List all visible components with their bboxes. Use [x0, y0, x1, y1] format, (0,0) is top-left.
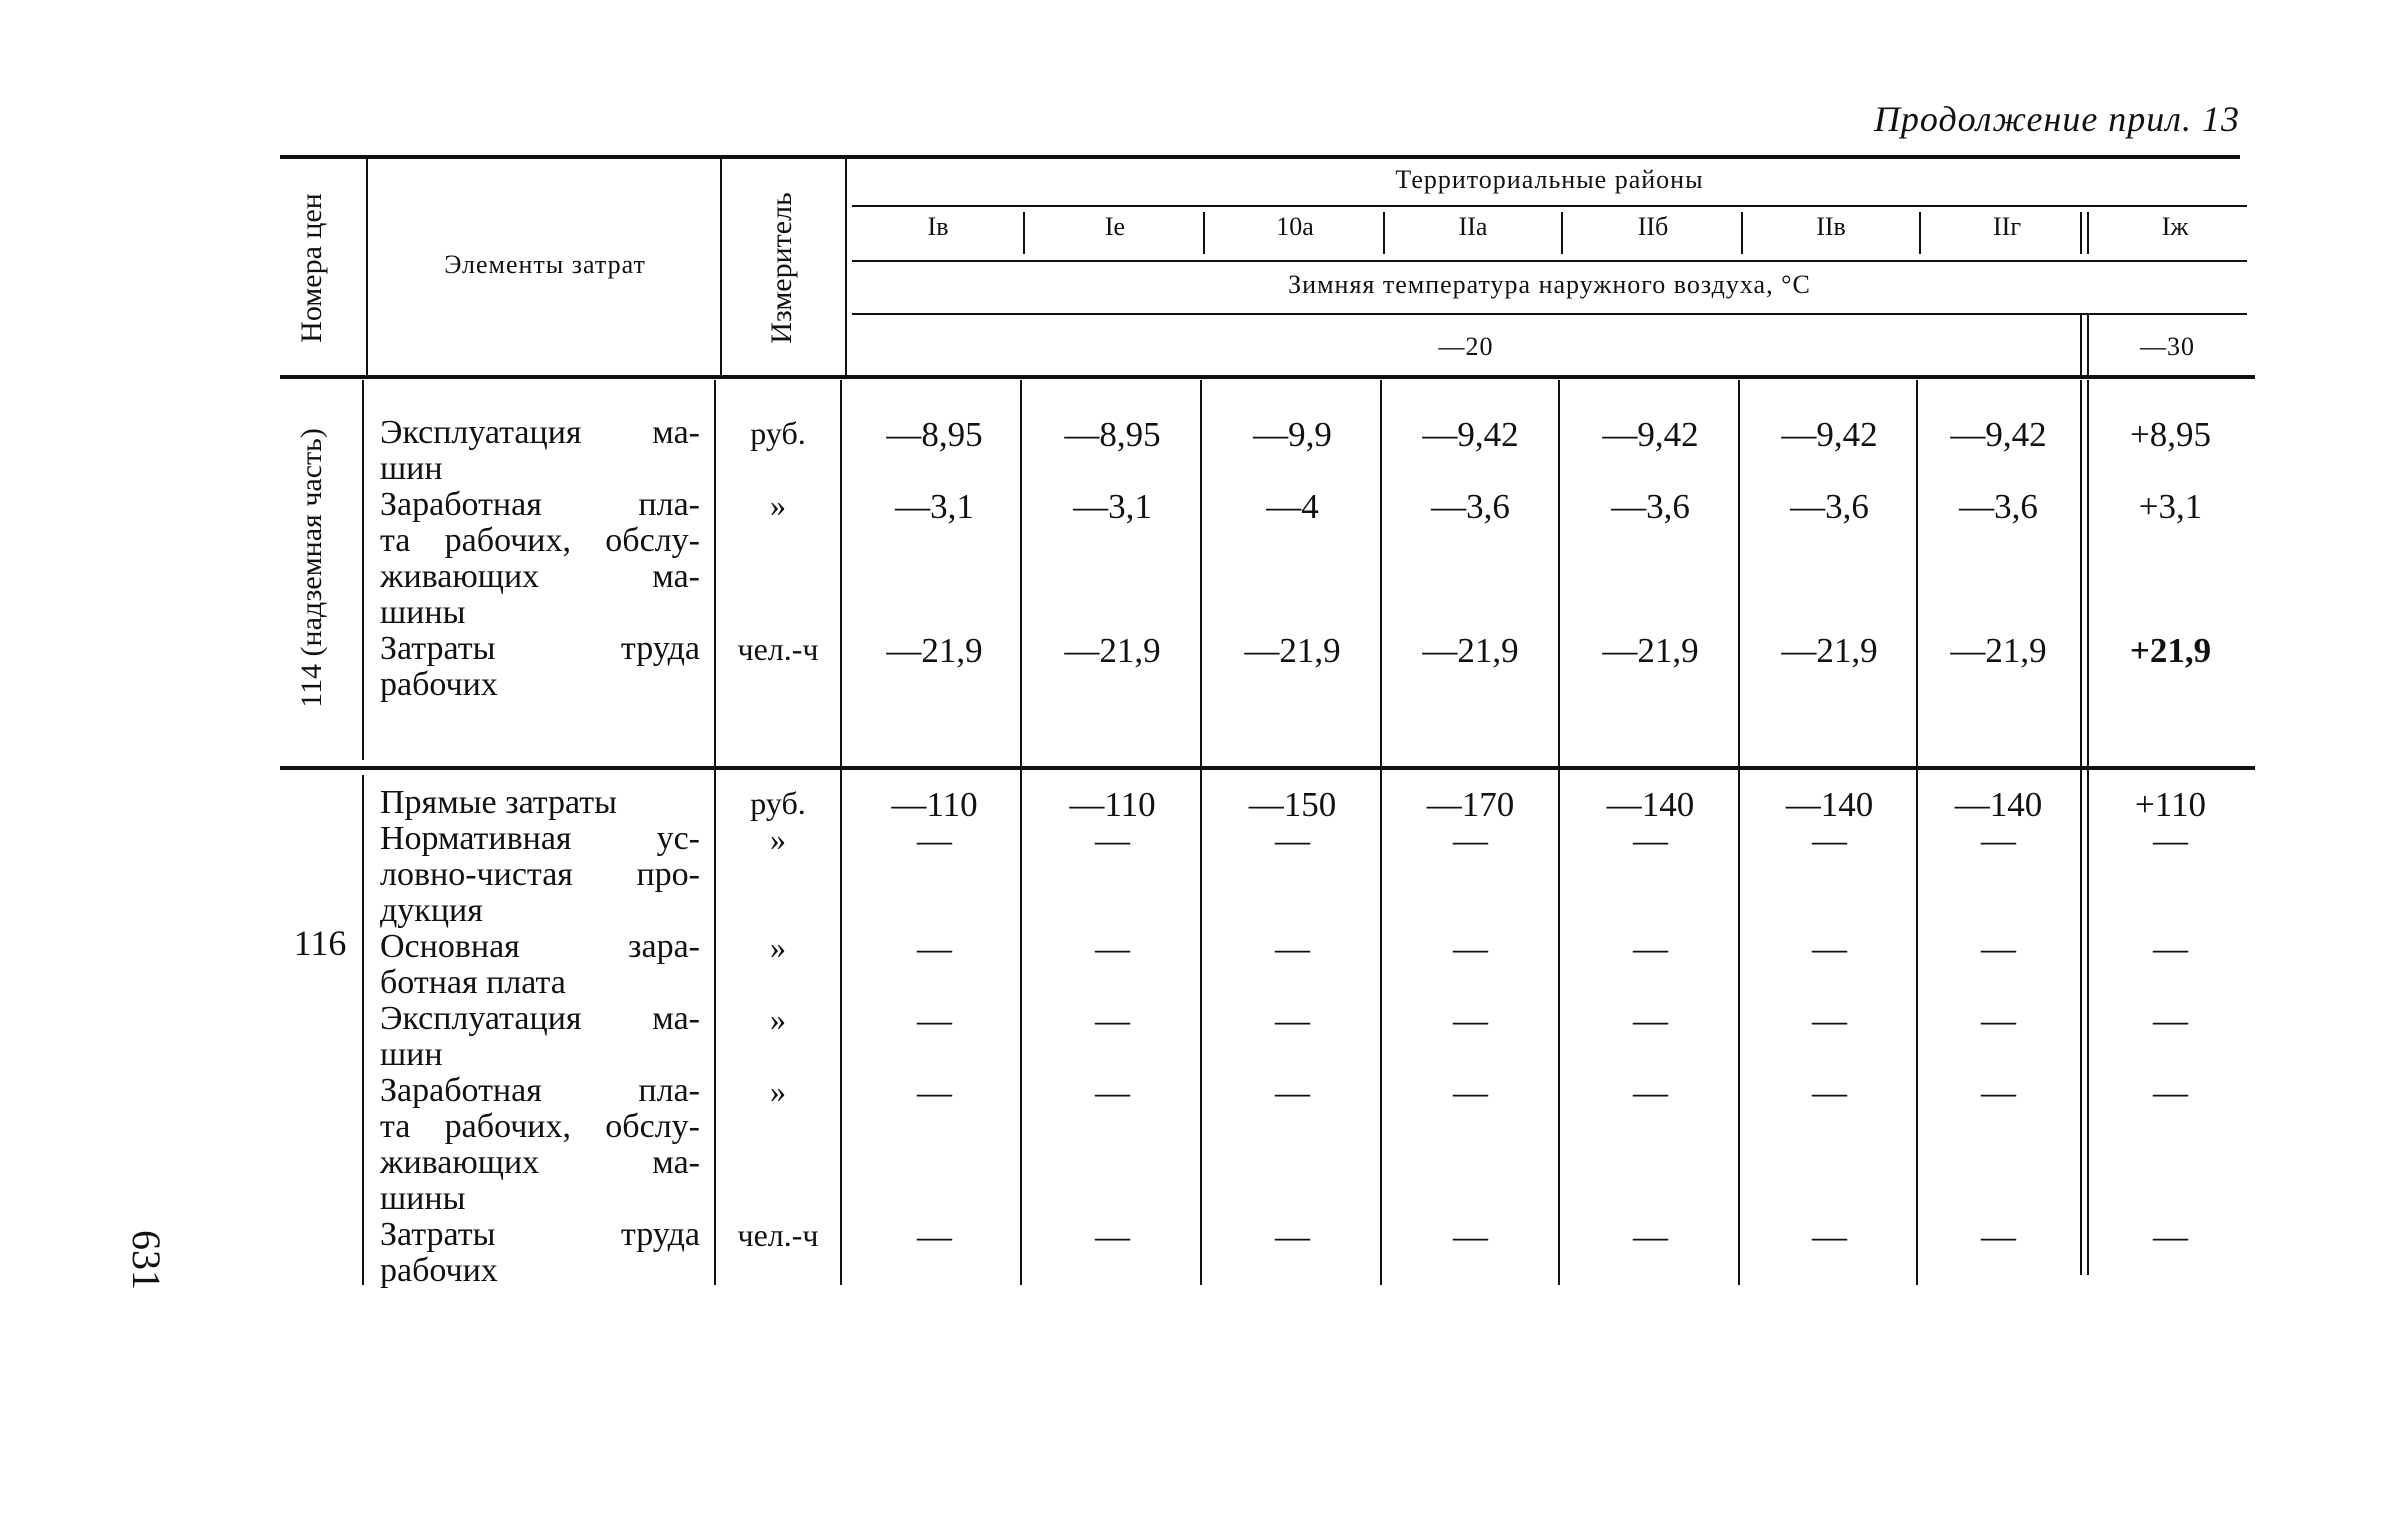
- section-number: 114 (надземная часть): [295, 428, 328, 708]
- region-divider: [1023, 212, 1025, 254]
- cost-element-line: та рабочих, обслу-: [380, 522, 700, 559]
- unit-cell: »: [770, 821, 786, 857]
- value-cell: —: [1812, 929, 1847, 968]
- value-cell: —: [1453, 821, 1488, 860]
- header-rule-1: [852, 205, 2247, 207]
- value-cell: —: [1812, 821, 1847, 860]
- region-header: Iж: [2161, 212, 2189, 241]
- cost-element-line: Заработная пла-: [380, 1072, 700, 1109]
- cost-element: [380, 631, 700, 703]
- region-header: IIв: [1816, 212, 1846, 241]
- unit-cell: »: [770, 487, 786, 523]
- region-divider: [1741, 212, 1743, 254]
- cost-element-line: рабочих: [380, 666, 498, 703]
- cost-element-line: живающих ма-: [380, 558, 700, 595]
- region-header: IIа: [1458, 212, 1488, 241]
- value-cell: +21,9: [2129, 631, 2212, 670]
- cost-element: [380, 785, 700, 821]
- cost-element: [380, 487, 700, 631]
- value-cell: —3,6: [1611, 487, 1690, 526]
- value-cell: —: [1812, 1217, 1847, 1256]
- cost-element-line: Нормативная ус-: [380, 820, 700, 857]
- value-cell: —: [1981, 821, 2016, 860]
- value-cell: —21,9: [1422, 631, 1519, 670]
- value-cell: —: [1453, 929, 1488, 968]
- value-cell: —: [1275, 929, 1310, 968]
- value-cell: —3,6: [1790, 487, 1869, 526]
- value-cell: —: [1095, 1073, 1130, 1112]
- value-cell: —140: [1954, 785, 2043, 824]
- value-cell: +8,95: [2130, 415, 2211, 454]
- value-cell: —: [1633, 1073, 1668, 1112]
- value-cell: +110: [2135, 785, 2206, 824]
- region-header: Iв: [927, 212, 949, 241]
- cost-element-line: шин: [380, 450, 443, 487]
- cost-element-line: та рабочих, обслу-: [380, 1108, 700, 1145]
- value-cell: —9,42: [1602, 415, 1699, 454]
- value-cell: —21,9: [1244, 631, 1341, 670]
- header-vrule-num: [366, 159, 368, 375]
- value-cell: —110: [1069, 785, 1156, 824]
- body-vrule-region: [1558, 380, 1560, 1285]
- region-divider: [1383, 212, 1385, 254]
- value-cell: —: [917, 929, 952, 968]
- body-vrule-num-2: [362, 775, 364, 1285]
- region-divider: [1561, 212, 1563, 254]
- value-cell: —: [1633, 929, 1668, 968]
- value-cell: —: [1981, 1073, 2016, 1112]
- value-cell: —3,1: [895, 487, 974, 526]
- header-vrule-measure: [845, 159, 847, 375]
- value-cell: —21,9: [1781, 631, 1878, 670]
- region-header: IIг: [1993, 212, 2021, 241]
- value-cell: —21,9: [886, 631, 983, 670]
- body-vrule-region: [1380, 380, 1382, 1285]
- value-cell: —21,9: [1602, 631, 1699, 670]
- cost-element-line: живающих ма-: [380, 1144, 700, 1181]
- body-vrule-num-1: [362, 380, 364, 760]
- value-cell: —: [1453, 1217, 1488, 1256]
- value-cell: —3,6: [1431, 487, 1510, 526]
- value-cell: —: [917, 1073, 952, 1112]
- cost-element: [380, 821, 700, 929]
- body-vrule-region: [1200, 380, 1202, 1285]
- value-cell: —: [1095, 929, 1130, 968]
- value-cell: —9,9: [1253, 415, 1332, 454]
- cost-element: [380, 1073, 700, 1217]
- value-cell: —9,42: [1422, 415, 1519, 454]
- header-vrule-elements: [720, 159, 722, 375]
- cost-element-line: Затраты труда: [380, 1216, 700, 1253]
- value-cell: —: [917, 821, 952, 860]
- value-cell: —140: [1785, 785, 1874, 824]
- header-measure: Измеритель: [765, 192, 798, 344]
- temperature-minus-20: —20: [1438, 332, 1494, 361]
- value-cell: —: [2153, 1073, 2188, 1112]
- table-top-rule: [280, 155, 2240, 159]
- value-cell: —: [1453, 1073, 1488, 1112]
- cost-element-line: Основная зара-: [380, 928, 700, 965]
- unit-cell: чел.-ч: [737, 631, 819, 667]
- cost-element: [380, 1001, 700, 1073]
- continuation-caption: Продолжение прил. 13: [1873, 99, 2240, 139]
- value-cell: —8,95: [1064, 415, 1161, 454]
- value-cell: —: [1812, 1073, 1847, 1112]
- cost-element-line: Эксплуатация ма-: [380, 1000, 700, 1037]
- header-winter-temperature: Зимняя температура наружного воздуха, °С: [1288, 270, 1811, 299]
- cost-element-line: Заработная пла-: [380, 486, 700, 523]
- region-header: Iе: [1104, 212, 1126, 241]
- value-cell: —8,95: [886, 415, 983, 454]
- temperature-minus-30: —30: [2140, 332, 2195, 361]
- region-header: 10а: [1276, 212, 1314, 241]
- header-price-number: Номера цен: [295, 193, 328, 343]
- value-cell: —: [917, 1217, 952, 1256]
- body-vrule-elements: [714, 380, 716, 1285]
- cost-element-line: шины: [380, 594, 466, 631]
- value-cell: —: [2153, 1217, 2188, 1256]
- value-cell: —: [1633, 1001, 1668, 1040]
- value-cell: —140: [1606, 785, 1695, 824]
- value-cell: —: [1633, 821, 1668, 860]
- value-cell: —21,9: [1064, 631, 1161, 670]
- header-territorial-regions: Территориальные районы: [1395, 165, 1704, 194]
- value-cell: —3,1: [1073, 487, 1152, 526]
- header-cost-elements: Элементы затрат: [444, 250, 646, 279]
- unit-cell: »: [770, 1073, 786, 1109]
- unit-cell: руб.: [750, 415, 806, 451]
- region-divider: [1919, 212, 1921, 254]
- value-cell: —21,9: [1950, 631, 2047, 670]
- region-divider: [1203, 212, 1205, 254]
- cost-element-line: рабочих: [380, 1252, 498, 1289]
- unit-cell: руб.: [750, 785, 806, 821]
- cost-element-line: шин: [380, 1036, 443, 1073]
- value-cell: —: [2153, 1001, 2188, 1040]
- value-cell: —: [1275, 1217, 1310, 1256]
- unit-cell: чел.-ч: [737, 1217, 819, 1253]
- header-bottom-rule: [280, 375, 2255, 379]
- cost-element-line: ловно-чистая про-: [380, 856, 700, 893]
- body-vrule-measure: [840, 380, 842, 1285]
- value-cell: —: [1095, 1217, 1130, 1256]
- unit-cell: »: [770, 1001, 786, 1037]
- cost-element: [380, 1217, 700, 1289]
- value-cell: —9,42: [1781, 415, 1878, 454]
- value-cell: —150: [1248, 785, 1337, 824]
- value-cell: +3,1: [2138, 487, 2203, 526]
- value-cell: —110: [891, 785, 978, 824]
- value-cell: —: [2153, 821, 2188, 860]
- value-cell: —: [917, 1001, 952, 1040]
- value-cell: —: [1275, 1073, 1310, 1112]
- cost-element-line: ботная плата: [380, 964, 566, 1001]
- value-cell: —9,42: [1950, 415, 2047, 454]
- value-cell: —170: [1426, 785, 1515, 824]
- section-number: 116: [293, 923, 347, 963]
- value-cell: —: [1981, 929, 2016, 968]
- value-cell: —4: [1266, 487, 1319, 526]
- value-cell: —: [1095, 821, 1130, 860]
- page-number: 631: [124, 1230, 169, 1290]
- cost-element-line: Затраты труда: [380, 630, 700, 667]
- cost-element-line: шины: [380, 1180, 466, 1217]
- value-cell: —: [1275, 821, 1310, 860]
- value-cell: —: [1095, 1001, 1130, 1040]
- value-cell: —: [1633, 1217, 1668, 1256]
- value-cell: —: [1453, 1001, 1488, 1040]
- body-vrule-region: [1738, 380, 1740, 1285]
- cost-element: [380, 415, 700, 487]
- cost-element-line: дукция: [380, 892, 483, 929]
- section-divider-rule: [280, 766, 2255, 770]
- cost-element-line: Эксплуатация ма-: [380, 414, 700, 451]
- unit-cell: »: [770, 929, 786, 965]
- region-header: IIб: [1637, 212, 1669, 241]
- cost-element: [380, 929, 700, 1001]
- header-rule-2: [852, 260, 2247, 262]
- value-cell: —: [1812, 1001, 1847, 1040]
- header-rule-3: [852, 313, 2247, 315]
- value-cell: —: [1275, 1001, 1310, 1040]
- value-cell: —3,6: [1959, 487, 2038, 526]
- value-cell: —: [2153, 929, 2188, 968]
- value-cell: —: [1981, 1001, 2016, 1040]
- value-cell: —: [1981, 1217, 2016, 1256]
- cost-element-line: Прямые затраты: [380, 784, 617, 821]
